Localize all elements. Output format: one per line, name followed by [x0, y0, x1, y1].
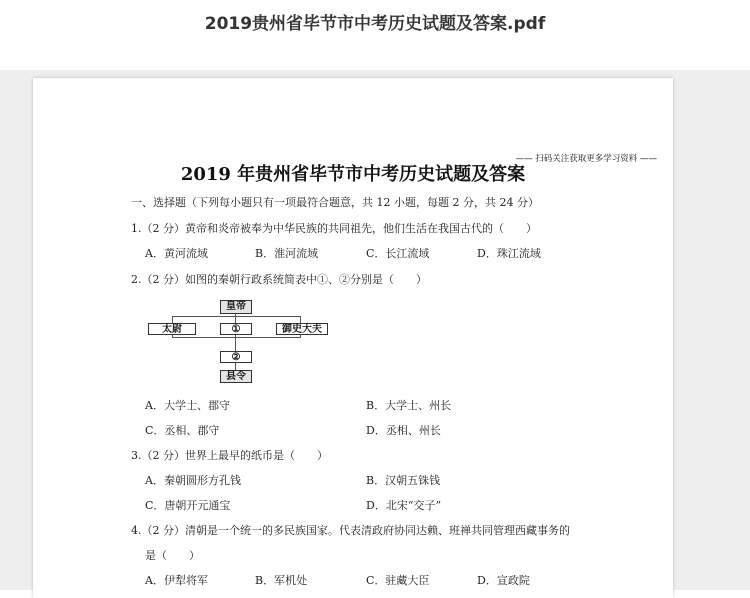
pdf-page [33, 78, 673, 598]
q2-option-a: A．大学士、郡守 [145, 399, 230, 412]
q2-option-c: C．丞相、郡守 [145, 424, 220, 437]
q3-option-d: D．北宋“交子” [366, 499, 442, 512]
document-title: 2019 年贵州省毕节市中考历史试题及答案 [180, 164, 526, 185]
q4-option-d: D．宣政院 [477, 574, 530, 587]
q2-option-d: D．丞相、州长 [366, 424, 441, 437]
section-heading: 一、选择题（下列每小题只有一项最符合题意，共 12 小题，每题 2 分，共 24 分） [131, 196, 539, 209]
q1-option-d: D．珠江流域 [477, 247, 541, 260]
q3-option-a: A．秦朝圆形方孔钱 [145, 474, 241, 487]
scan-note: —— 扫码关注获取更多学习资料 —— [515, 154, 657, 164]
q1-option-b: B．淮河流域 [255, 247, 319, 260]
qin-admin-diagram [148, 300, 328, 388]
q2-option-b: B．大学士、州长 [366, 399, 452, 412]
question-4-line-1: 4.（2 分）清朝是一个统一的多民族国家。代表清政府协同达赖、班禅共同管理西藏事务的 [131, 524, 570, 537]
question-4-line-2: 是（ ） [145, 549, 200, 562]
diagram-blank-1: ① [220, 323, 252, 335]
q1-option-c: C．长江流域 [366, 247, 430, 260]
diagram-blank-2: ② [220, 351, 252, 363]
diagram-yushidafu: 御史大夫 [276, 323, 328, 335]
q3-option-b: B．汉朝五铢钱 [366, 474, 441, 487]
question-2: 2.（2 分）如图的秦朝行政系统简表中①、②分别是（ ） [131, 273, 427, 286]
q3-option-c: C．唐朝开元通宝 [145, 499, 231, 512]
question-1: 1.（2 分）黄帝和炎帝被奉为中华民族的共同祖先，他们生活在我国古代的（ ） [131, 222, 537, 235]
viewer-header [0, 0, 750, 71]
diagram-taiwei: 太尉 [148, 323, 196, 335]
q4-option-c: C．驻藏大臣 [366, 574, 430, 587]
q4-option-a: A．伊犁将军 [145, 574, 208, 587]
file-title: 2019贵州省毕节市中考历史试题及答案.pdf [204, 14, 546, 34]
q4-option-b: B．军机处 [255, 574, 308, 587]
question-3: 3.（2 分）世界上最早的纸币是（ ） [131, 449, 328, 462]
q1-option-a: A．黄河流域 [145, 247, 208, 260]
diagram-county-magistrate: 县令 [220, 370, 252, 383]
diagram-emperor: 皇帝 [220, 300, 252, 314]
